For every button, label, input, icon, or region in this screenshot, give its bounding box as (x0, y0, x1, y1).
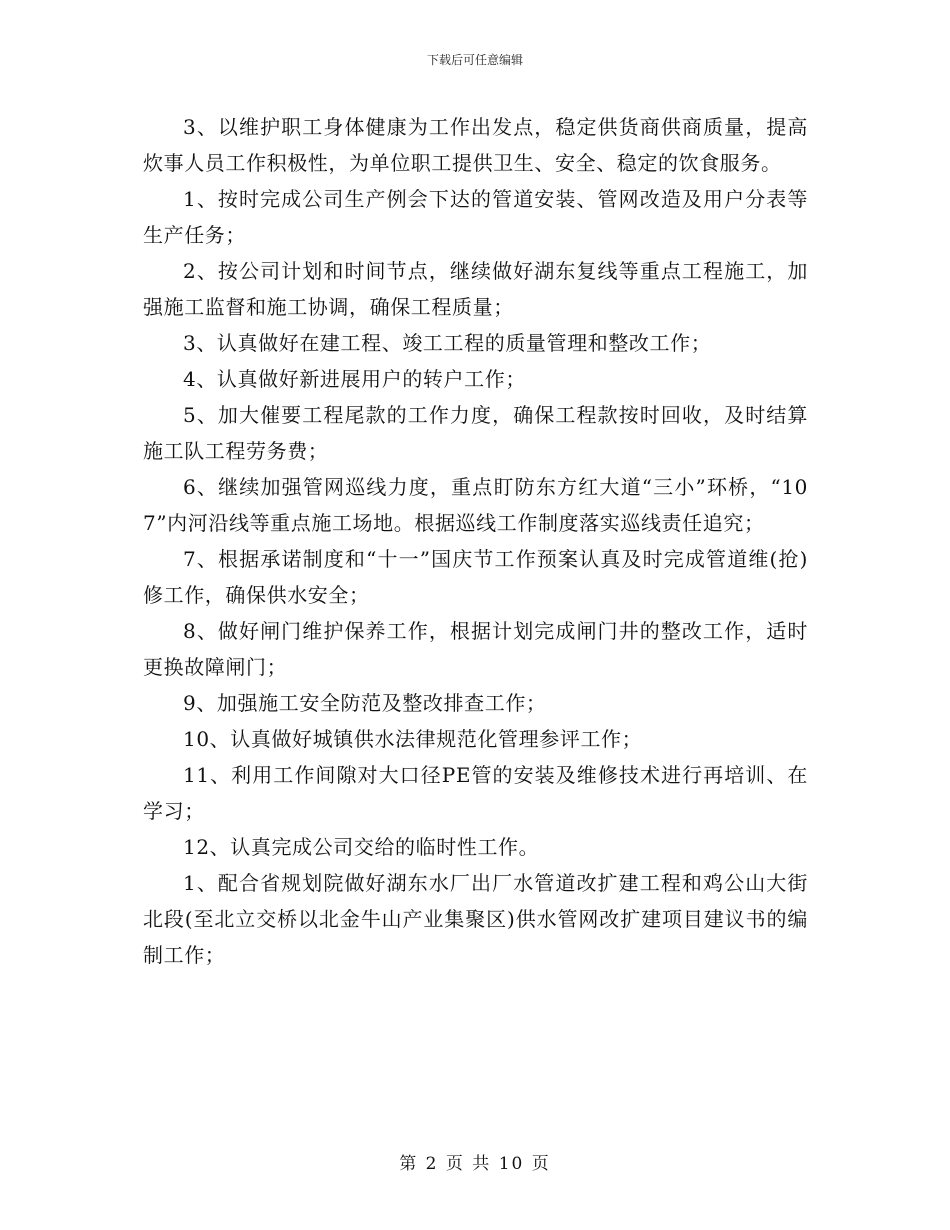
document-body (143, 109, 808, 973)
paragraph: 10、认真做好城镇供水法律规范化管理参评工作； (183, 727, 643, 751)
paragraph: 11、利用工作间隙对大口径PE管的安装及维修技术进行再培训、在学习； (143, 763, 808, 823)
page-number-footer: 第 2 页 共 10 页 (399, 1154, 551, 1174)
paragraph: 8、做好闸门维护保养工作，根据计划完成闸门井的整改工作，适时更换故障闸门； (143, 619, 808, 679)
page-header: 下载后可任意编辑 (426, 53, 523, 67)
paragraph: 12、认真完成公司交给的临时性工作。 (183, 835, 540, 859)
paragraph: 3、认真做好在建工程、竣工工程的质量管理和整改工作； (183, 331, 712, 355)
paragraph: 7、根据承诺制度和“十一”国庆节工作预案认真及时完成管道维(抢)修工作，确保供水安全； (143, 547, 808, 607)
paragraph: 5、加大催要工程尾款的工作力度，确保工程款按时回收，及时结算施工队工程劳务费； (143, 403, 808, 463)
paragraph: 1、配合省规划院做好湖东水厂出厂水管道改扩建工程和鸡公山大街北段(至北立交桥以北金牛山产业集聚区)供水管网改扩建项目建议书的编制工作； (143, 871, 808, 967)
paragraph: 6、继续加强管网巡线力度，重点盯防东方红大道“三小”环桥，“107”内河沿线等重点施工场地。根据巡线工作制度落实巡线责任追究； (143, 475, 808, 535)
paragraph: 2、按公司计划和时间节点，继续做好湖东复线等重点工程施工，加强施工监督和施工协调，确保工程质量； (143, 259, 808, 319)
paragraph: 4、认真做好新进展用户的转户工作； (183, 367, 526, 391)
paragraph: 3、以维护职工身体健康为工作出发点，稳定供货商供商质量，提高炊事人员工作积极性，为单位职工提供卫生、安全、稳定的饮食服务。 (143, 115, 808, 175)
paragraph: 9、加强施工安全防范及整改排查工作； (183, 691, 547, 715)
paragraph: 1、按时完成公司生产例会下达的管道安装、管网改造及用户分表等生产任务； (143, 187, 808, 247)
